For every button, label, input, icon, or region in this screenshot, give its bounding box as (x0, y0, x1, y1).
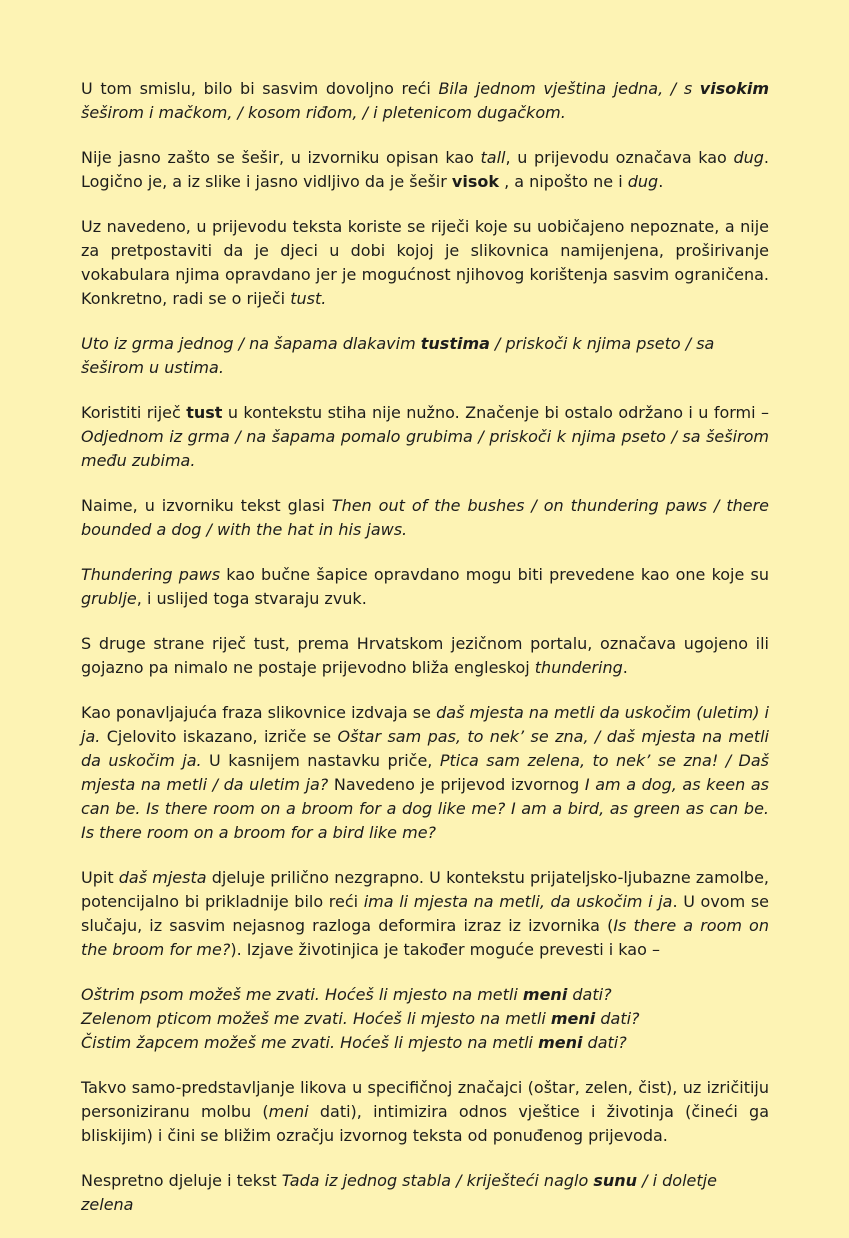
paragraph (81, 563, 769, 611)
text-run: Then out of the bushes / on thundering paws / there bounded a dog / with the hat in his jaws. (81, 496, 769, 539)
text-run (538, 1033, 582, 1052)
text-run: grublje (81, 589, 137, 608)
text-run (700, 79, 769, 98)
text-run: daš mjesta (118, 868, 207, 887)
text-run: Upit (81, 868, 119, 887)
text-run: , i uslijed toga stvaraju zvuk. (136, 589, 367, 608)
text-run: Odjednom iz grma / na šapama pomalo grubima / priskoči k njima pseto / sa šeširom među zubima. (81, 427, 769, 470)
text-run: . (622, 658, 628, 677)
text-run (421, 334, 490, 353)
verse-paragraph (81, 332, 769, 380)
bold-italic-run: meni (538, 1033, 583, 1052)
text-run: djeluje prilično nezgrapno. U kontekstu prijateljsko-ljubazne zamolbe, potencijalno bi prikladnije bilo reći (81, 868, 769, 911)
text-run: ima li mjesta na metli, da uskočim i ja (363, 892, 673, 911)
text-run: šeširom i mačkom, / kosom riđom, / i pletenicom dugačkom. (81, 103, 566, 122)
paragraph (81, 494, 769, 542)
text-run (523, 985, 567, 1004)
bold-italic-run: visokim (699, 79, 770, 98)
paragraph (81, 632, 769, 680)
bold-italic-run: tustima (420, 334, 490, 353)
text-run: thundering (534, 658, 623, 677)
text-run: Uz navedeno, u prijevodu teksta koriste se riječi koje su uobičajeno nepoznate, a nije za pretpostaviti da je djeci u dobi kojoj je slikovnica namijenjena, proširivanje vokabulara njima opravdano jer je mogućnost njihovog korištenja sasvim ograničena. Konkretno, radi se o riječi (81, 217, 769, 308)
text-run: dati? (595, 1009, 640, 1028)
text-run: daš mjesta na metli da uskočim (uletim) i ja. (81, 703, 769, 746)
bold-italic-run: meni (522, 985, 568, 1004)
paragraph (81, 77, 769, 125)
text-run: tust. (290, 289, 327, 308)
text-run: Zelenom pticom možeš me zvati. Hoćeš li mjesto na metli (81, 1009, 551, 1028)
text-run: Tada iz jednog stabla / kriješteći naglo (281, 1171, 594, 1190)
text-run: Čistim žapcem možeš me zvati. Hoćeš li mjesto na metli (81, 1033, 539, 1052)
text-run: . U ovom se slučaju, iz sasvim nejasnog razloga deformira izraz iz izvornika ( (81, 892, 770, 935)
paragraph (81, 215, 769, 311)
text-run: kao bučne šapice opravdano mogu biti prevedene kao one koje su (220, 565, 769, 584)
text-run: Cjelovito iskazano, izriče se (100, 727, 338, 746)
text-run: / priskoči k njima pseto / sa šeširom u ustima. (81, 334, 715, 377)
text-run: U tom smislu, bilo bi sasvim dovoljno reći (81, 79, 439, 98)
paragraph (81, 701, 769, 845)
paragraph (81, 1076, 769, 1148)
text-run: Bila jednom vještina jedna, / s (438, 79, 700, 98)
text-run: U kasnijem nastavku priče, (201, 751, 440, 770)
verse-block (81, 983, 769, 1055)
text-run: Koristiti riječ (81, 403, 187, 422)
text-run: dati), intimizira odnos vještice i životinja (čineći ga bliskijim) i čini se bližim ozračju izvornog teksta od ponuđenog prijevoda. (81, 1102, 769, 1145)
text-run: dug (627, 172, 659, 191)
verse-line (81, 1033, 627, 1052)
text-run: Navedeno je prijevod izvornog (328, 775, 585, 794)
text-run: I am a dog, as keen as can be. Is there room on a broom for a dog like me? I am a bird, as green as can be. Is there room on a broom for a bird like me? (81, 775, 769, 842)
paragraph (81, 1169, 769, 1217)
text-run: , a nipošto ne i (498, 172, 628, 191)
text-run: Takvo samo-predstavljanje likova u specifičnoj značajci (oštar, zelen, čist), uz izričitiju personiziranu molbu ( (81, 1078, 769, 1121)
paragraph (81, 866, 769, 962)
text-run: Nije jasno zašto se šešir, u izvorniku opisan kao (81, 148, 481, 167)
text-run: Oštar sam pas, to nek’ se zna, / daš mjesta na metli da uskočim ja. (81, 727, 770, 770)
text-run: visok (451, 172, 499, 191)
paragraph (81, 146, 769, 194)
verse-line (81, 985, 612, 1004)
text-run: Oštrim psom možeš me zvati. Hoćeš li mjesto na metli (81, 985, 523, 1004)
text-run (551, 1009, 595, 1028)
document-body (81, 77, 769, 1238)
verse-line (81, 1009, 640, 1028)
text-run: Thundering paws (81, 565, 221, 584)
text-run: meni (268, 1102, 309, 1121)
paragraph (81, 401, 769, 473)
text-run: Kao ponavljajuća fraza slikovnice izdvaja se (81, 703, 437, 722)
text-run: tall (480, 148, 506, 167)
text-run: Naime, u izvorniku tekst glasi (81, 496, 332, 515)
bold-italic-run: sunu (593, 1171, 638, 1190)
text-run: . (658, 172, 664, 191)
text-run: ). Izjave životinjica je također moguće prevesti i kao – (230, 940, 660, 959)
text-run: / i doletje zelena (81, 1171, 717, 1214)
text-run: Nespretno djeluje i tekst (81, 1171, 282, 1190)
text-run (593, 1171, 637, 1190)
text-run: dati? (582, 1033, 627, 1052)
text-run: S druge strane riječ tust, prema Hrvatskom jezičnom portalu, označava ugojeno ili gojazno pa nimalo ne postaje prijevodno bliža engleskoj (81, 634, 769, 677)
text-run: Is there a room on the broom for me? (81, 916, 769, 959)
text-run: , u prijevodu označava kao (505, 148, 734, 167)
text-run: dug (733, 148, 764, 167)
text-run: tust (186, 403, 223, 422)
text-run: Uto iz grma jednog / na šapama dlakavim (81, 334, 421, 353)
text-run: Ptica sam zelena, to nek’ se zna! / Daš mjesta na metli / da uletim ja? (81, 751, 770, 794)
text-run: . Logično je, a iz slike i jasno vidljivo da je šešir (81, 148, 770, 191)
text-run: u kontekstu stiha nije nužno. Značenje bi ostalo održano i u formi – (222, 403, 770, 422)
text-run: dati? (567, 985, 612, 1004)
bold-italic-run: meni (550, 1009, 596, 1028)
